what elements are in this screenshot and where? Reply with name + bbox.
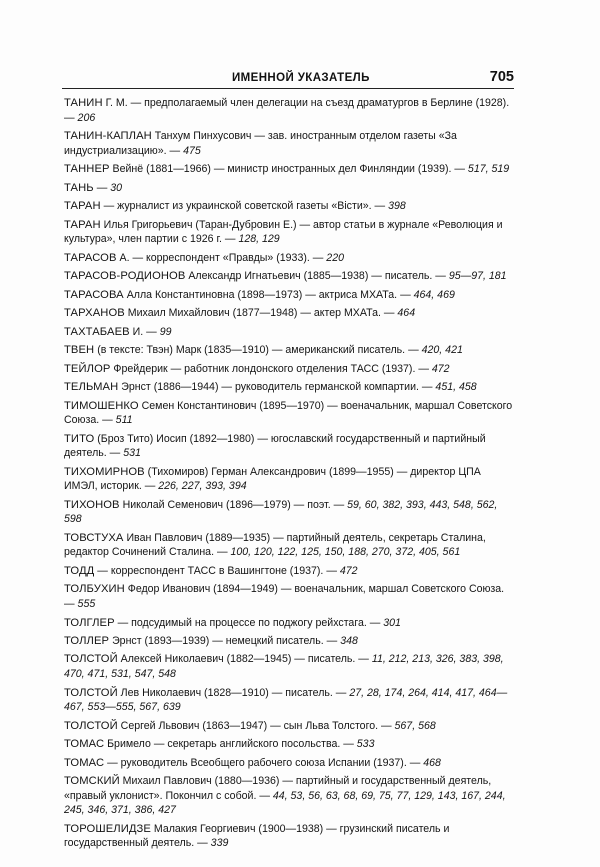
entry-description: Бримело — секретарь английского посольства. —	[104, 738, 357, 751]
entry-pages: 468	[423, 756, 441, 769]
section-title: ИМЕННОЙ УКАЗАТЕЛЬ	[232, 72, 370, 84]
entry-name: ТИХОНОВ	[64, 498, 120, 511]
index-entry	[64, 498, 514, 527]
index-entry	[64, 564, 514, 579]
entry-name: ТАРХАНОВ	[64, 307, 125, 320]
entry-name: ТОЛСТОЙ	[64, 686, 118, 699]
entry-name: ТОЛСТОЙ	[64, 719, 118, 732]
entry-pages: 348	[340, 635, 358, 647]
entry-name: ТЕЛЬМАН	[64, 381, 119, 394]
entry-description: Танхум Пинхусович — зав. иностранным отделом газеты «За индустриализацию». —	[64, 130, 457, 157]
entry-pages: 128, 129	[238, 233, 280, 246]
entry-description: Михаил Михайлович (1877—1948) — актер МХАТа. —	[124, 307, 398, 320]
entry-name: ТАРАСОВ-РОДИОНОВ	[64, 270, 186, 283]
entry-name: ТАХТАБАЕВ	[64, 325, 130, 338]
entry-pages: 472	[339, 564, 358, 577]
index-entry	[64, 343, 514, 358]
entry-pages: 27, 28, 174, 264, 414, 417, 464—467, 553—555, 567, 639	[64, 686, 508, 714]
entry-pages: 226, 227, 393, 394	[158, 480, 247, 493]
entry-description: Эрнст (1893—1939) — немецкий писатель. —	[109, 635, 341, 647]
entry-name: ТАНИН-КАПЛАН	[64, 130, 152, 143]
entry-description: Г. М. — предполагаемый член делегации на съезд драматургов в Берлине (1928). —	[64, 97, 510, 124]
name-index-list	[64, 96, 514, 855]
entry-pages: 451, 458	[435, 381, 477, 394]
entry-pages: 517, 519	[467, 163, 510, 176]
entry-description: (Броз Тито) Иосип (1892—1980) — югославский государственный и партийный деятель. —	[64, 432, 486, 460]
running-header	[62, 68, 514, 89]
index-entry	[64, 616, 514, 631]
entry-description: Лев Николаевич (1828—1910) — писатель. —	[117, 686, 350, 699]
entry-name: ТОЛСТОЙ	[64, 653, 118, 666]
entry-pages: 220	[326, 251, 344, 264]
entry-description: Александр Игнатьевич (1885—1938) — писатель. —	[185, 270, 449, 283]
entry-name: ТАРАН	[64, 218, 101, 231]
entry-name: ТОВСТУХА	[64, 531, 124, 544]
index-entry	[64, 325, 514, 340]
index-entry	[64, 181, 514, 196]
entry-name: ТОЛБУХИН	[64, 583, 125, 596]
index-entry	[64, 96, 514, 125]
entry-description: — подсудимый на процессе по поджогу рейхстага. —	[114, 616, 384, 629]
entry-description: Федор Иванович (1894—1949) — военачальник, маршал Советского Союза. —	[64, 583, 505, 611]
entry-pages: 30	[110, 181, 123, 194]
entry-pages: 99	[159, 325, 172, 338]
entry-description: Илья Григорьевич (Таран-Дубровин Е.) — автор статьи в журнале «Революция и культура», член партии с 1926 г. —	[64, 218, 503, 246]
entry-name: ТАНЬ	[64, 181, 94, 194]
entry-pages: 531	[123, 447, 141, 460]
entry-pages: 475	[183, 144, 201, 157]
entry-pages: 533	[356, 738, 375, 751]
entry-description: (Тихомиров) Герман Александрович (1899—1955) — директор ЦПА ИМЭЛ, историк. —	[64, 465, 481, 493]
entry-name: ТОЛГЛЕР	[64, 616, 115, 629]
index-entry	[64, 362, 514, 377]
entry-description: Фрейдерик — работник лондонского отделения ТАСС (1937). —	[110, 362, 432, 375]
index-entry	[64, 634, 514, 649]
entry-pages: 44, 53, 56, 63, 68, 69, 75, 77, 129, 143, 167, 244, 245, 346, 371, 386, 427	[64, 789, 506, 817]
entry-pages: 100, 120, 122, 125, 150, 188, 270, 372, 405, 561	[230, 546, 461, 559]
index-entry	[64, 269, 514, 284]
entry-name: ТВЕН	[64, 344, 95, 357]
entry-description: Малакия Георгиевич (1900—1938) — грузинский писатель и государственный деятель. —	[64, 822, 450, 850]
entry-description: Алла Константиновна (1898—1973) — актриса МХАТа. —	[123, 288, 414, 301]
entry-name: ТАРАСОВА	[64, 288, 124, 301]
index-entry	[64, 199, 514, 214]
index-entry	[64, 686, 514, 715]
entry-description: Сергей Львович (1863—1947) — сын Льва Толстого. —	[117, 719, 395, 732]
entry-description: — журналист из украинской советской газеты «Вісти». —	[100, 200, 389, 213]
entry-pages: 472	[431, 362, 450, 375]
entry-description: Эрнст (1886—1944) — руководитель германской компартии. —	[118, 381, 436, 394]
index-entry	[64, 774, 514, 818]
index-entry	[64, 306, 514, 321]
entry-name: ТАРАСОВ	[64, 251, 117, 264]
index-entry	[64, 737, 514, 752]
index-entry	[64, 162, 514, 177]
page-number: 705	[489, 69, 514, 85]
entry-name: ТОМСКИЙ	[64, 775, 120, 788]
entry-description: — руководитель Всеобщего рабочего союза Испании (1937). —	[104, 756, 424, 769]
entry-pages: 555	[77, 598, 96, 611]
index-entry	[64, 756, 514, 771]
index-entry	[64, 822, 514, 851]
index-entry	[64, 719, 514, 734]
entry-pages: 339	[210, 837, 229, 850]
entry-description: Николай Семенович (1896—1979) — поэт. —	[119, 498, 348, 511]
entry-pages: 398	[388, 200, 406, 213]
entry-name: ТИМОШЕНКО	[64, 399, 139, 412]
entry-name: ТИХОМИРНОВ	[64, 465, 145, 478]
index-entry	[64, 218, 514, 247]
entry-name: ТЕЙЛОР	[64, 362, 111, 375]
index-entry	[64, 432, 514, 461]
entry-pages: 511	[115, 414, 133, 427]
index-entry	[64, 465, 514, 494]
entry-name: ТОМАС	[64, 738, 105, 751]
entry-description: Иван Павлович (1889—1935) — партийный деятель, секретарь Сталина, редактор Сочинений Сталина. —	[64, 531, 486, 559]
entry-description: А. — корреспондент «Правды» (1933). —	[116, 251, 327, 264]
entry-name: ТИТО	[64, 432, 95, 445]
entry-description: — корреспондент ТАСС в Вашингтоне (1937). —	[94, 564, 340, 577]
index-entry	[64, 129, 514, 158]
entry-pages: 95—97, 181	[448, 270, 507, 283]
entry-description: Семен Константинович (1895—1970) — военачальник, маршал Советского Союза. —	[64, 399, 513, 427]
entry-name: ТОРОШЕЛИДЗЕ	[64, 822, 151, 835]
entry-pages: 464	[397, 307, 416, 320]
entry-name: ТАНИН	[64, 97, 103, 109]
entry-description: (в тексте: Твэн) Марк (1835—1910) — американский писатель. —	[94, 344, 422, 357]
index-entry	[64, 399, 514, 428]
entry-pages: 11, 212, 213, 326, 383, 398, 470, 471, 531, 547, 548	[64, 653, 504, 681]
entry-pages: 464, 469	[413, 288, 455, 301]
index-entry	[64, 288, 514, 303]
index-entry	[64, 380, 514, 395]
entry-pages: 420, 421	[421, 344, 463, 357]
entry-pages: 301	[383, 616, 401, 629]
entry-pages: 59, 60, 382, 393, 443, 548, 562, 598	[64, 498, 498, 526]
entry-description: —	[93, 181, 111, 194]
entry-description: Михаил Павлович (1880—1936) — партийный и государственный деятель, «правый уклонист». Покончил с собой. —	[64, 775, 492, 802]
index-entry	[64, 531, 514, 560]
entry-description: И. —	[129, 325, 160, 338]
index-entry	[64, 582, 514, 611]
index-entry	[64, 652, 514, 681]
entry-name: ТАРАН	[64, 200, 101, 213]
entry-name: ТОЛЛЕР	[64, 635, 110, 647]
entry-description: Вейнё (1881—1966) — министр иностранных дел Финляндии (1939). —	[109, 163, 468, 176]
entry-name: ТОДД	[64, 564, 95, 577]
index-entry	[64, 251, 514, 266]
entry-name: ТОМАС	[64, 756, 105, 769]
entry-pages: 567, 568	[394, 719, 436, 732]
entry-pages: 206	[77, 111, 96, 124]
entry-description: Алексей Николаевич (1882—1945) — писатель. —	[117, 653, 372, 666]
entry-name: ТАННЕР	[64, 163, 110, 176]
